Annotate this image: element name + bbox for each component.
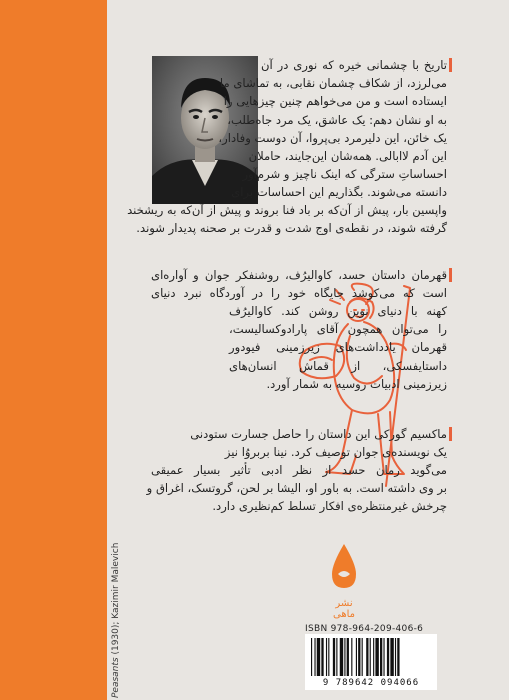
paragraph-marker (449, 58, 452, 72)
barcode-bar (395, 638, 396, 676)
paragraph-3 (190, 425, 447, 461)
text-line: یک نویسنده‌ی جوان توصیف کرد. نینا بربروُا نیز (224, 445, 447, 460)
barcode-bar (387, 638, 389, 676)
text-line: داستایفسکی، از قماش انسان‌های (229, 358, 447, 373)
barcode-bar (370, 638, 371, 676)
barcode-bar (366, 638, 368, 676)
text-line: ایستاده است و من می‌خواهم چنین چیزهایی را (223, 94, 447, 109)
barcode-bar (344, 638, 345, 676)
barcode-bar (326, 638, 327, 676)
paragraph-2 (151, 266, 447, 302)
barcode-bar (358, 638, 360, 676)
paragraph-1-wide (127, 201, 447, 237)
barcode-bar (311, 638, 312, 676)
barcode-bar (397, 638, 399, 676)
barcode-bar (314, 638, 315, 676)
barcode-bar (356, 638, 357, 676)
text-line: قهرمان داستان حسد، کاوالیرُف، روشنفکر جوان و آواره‌ای (151, 268, 447, 282)
credit-rest: (1930); Kazimir Malevich (111, 542, 121, 658)
paragraph-marker (449, 427, 452, 441)
text-line: می‌لرزد، از شکاف چشمان نقابی، به تماشای ما (219, 76, 447, 91)
publisher-logo (326, 542, 362, 620)
text-line: کهنه با دنیای نوین روشن کند. کاوالیرُف (229, 304, 447, 318)
barcode-bar (321, 638, 323, 676)
text-line: تاریخ با چشمانی خیره که نوری در آن (261, 58, 447, 72)
barcode-bar (380, 638, 382, 676)
isbn-label: ISBN 978-964-209-406-6 (305, 624, 424, 634)
text-line: ماکسیم گورکی این داستان را حاصل جسارت ستودنی (190, 427, 447, 441)
image-credit (111, 543, 121, 698)
text-line: گرفته شوند، در نقطه‌ی اوج شدت و قدرت بر صحنه پدیدار شوند. (136, 221, 447, 236)
text-line: این آدم لاابالی. همه‌شان این‌جایند، حاملان (248, 149, 447, 164)
paragraph-3-wide (146, 461, 447, 516)
barcode-bar (340, 638, 343, 676)
text-line: زیرزمینی ادبیات روسیه به شمار آورد. (266, 376, 447, 391)
publisher-name: نشر ماهی (332, 598, 355, 620)
barcode-number: 9 789642 094066 (305, 678, 437, 688)
barcode-bar (351, 638, 352, 676)
text-line: احساساتِ سترگی که اینک ناچیز و شرم‌آور (242, 167, 447, 182)
barcode-bar (362, 638, 363, 676)
barcode-bar (336, 638, 337, 676)
fish-drop-icon (326, 542, 362, 592)
barcode-bar (347, 638, 349, 676)
text-line: قهرمان یادداشت‌های زیرزمینی فیودور (229, 340, 447, 355)
text-line: است که می‌کوشد جایگاه خود را در آوردگاه نبرد دنیای (151, 286, 447, 301)
text-line: یک خائن، این دلیرمرد بی‌پروا، آن دوست وفادار، (218, 130, 447, 145)
credit-title: Peasants (111, 657, 121, 698)
barcode-bar (383, 638, 384, 676)
barcode-bar (375, 638, 378, 676)
paragraph-1 (218, 56, 447, 202)
barcode-bar (317, 638, 320, 676)
text-line: را می‌توان همچون آقای پارادوکسالیست، (229, 322, 447, 337)
paragraph-marker (449, 268, 452, 282)
text-line: چرخش غیرمنتظره‌ی افکار تسلط کم‌نظیری دارد. (212, 499, 447, 514)
text-line: دانسته می‌شوند. بگذاریم این احساسات برای (231, 185, 447, 200)
text-line: می‌گوید رمان حسد از نظر ادبی تأثیر بسیار عمیقی (151, 463, 447, 477)
text-line: واپسین بار، پیش از آن‌که بر باد فنا بروند و پیش از آن‌که به ریشخند (127, 203, 447, 217)
barcode-bar (333, 638, 335, 676)
cover-spine (0, 0, 107, 700)
barcode-bar (373, 638, 374, 676)
paragraph-2-narrow (229, 302, 447, 393)
barcode-bar (390, 638, 393, 676)
barcode-bar (328, 638, 329, 676)
text-line: به او نشان دهم: یک عاشق، یک مرد جاه‌طلب، (227, 112, 447, 127)
text-line: بر وی داشته است. به باور او، الیشا بر لحن، گروتسک، اغراق و (146, 481, 447, 496)
